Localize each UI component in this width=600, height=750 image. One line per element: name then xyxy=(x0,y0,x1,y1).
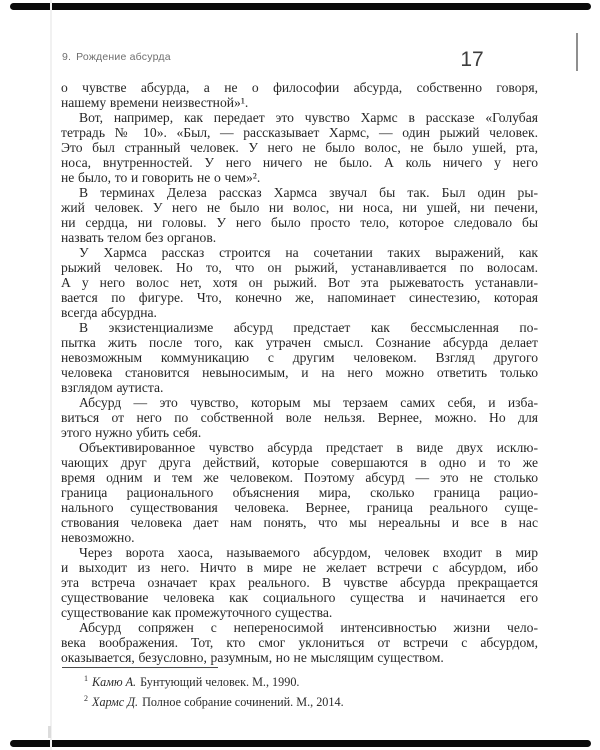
body-line: и выходит из него. Ничто в мире не желает встречи с абсурдом, ибо xyxy=(61,560,538,575)
footnote-marker: 2 xyxy=(84,693,88,703)
footnotes xyxy=(62,671,539,710)
body-text xyxy=(61,80,538,666)
footnote-author: Камю А. xyxy=(92,675,137,690)
footnote-item xyxy=(62,691,539,711)
body-line: Объективированное чувство абсурда предстает в виде двух исклю- xyxy=(79,440,538,455)
body-line: В экзистенциализме абсурд предстает как бессмысленная по- xyxy=(79,320,538,335)
body-line: всегда абсурдна. xyxy=(61,305,157,320)
body-line: эта встреча означает крах реального. В чувстве абсурда прекращается xyxy=(61,575,538,590)
body-line: Это был странный человек. У него не было волос, не было ушей, рта, xyxy=(61,140,538,155)
body-line: А у него волос нет, хотя он рыжий. Вот эта рыжеватость устанавли- xyxy=(61,275,538,290)
body-line: носа, внутренностей. У него ничего не было. А коль ничего у него xyxy=(61,155,538,170)
body-line: не было, то и говорить не о чем»². xyxy=(61,170,261,185)
body-line: Абсурд — это чувство, которым мы терзаем самих себя, и изба- xyxy=(79,395,538,410)
header-rule xyxy=(576,33,578,71)
body-line: невозможным коммуникацию с другим человеком. Взгляд другого xyxy=(61,350,538,365)
body-line: невозможно. xyxy=(61,530,135,545)
photo-edge-bottom xyxy=(10,740,591,747)
footnote-item xyxy=(62,671,539,691)
body-line: существование человека как социального существа и начинается его xyxy=(61,590,538,605)
body-line: века воображения. Тот, кто смог уклониться от встречи с абсурдом, xyxy=(61,635,538,650)
body-line: Вот, например, как передает это чувство Хармс в рассказе «Голубая xyxy=(79,110,538,125)
body-line: У Хармса рассказ строится на сочетании таких выражений, как xyxy=(79,245,538,260)
body-line: взглядом аутиста. xyxy=(61,380,164,395)
body-line: ни сердца, ни головы. У него было просто тело, которое следовало бы xyxy=(61,215,538,230)
footnote-text: Полное собрание сочинений. М., 2014. xyxy=(142,694,344,709)
body-line: нального существования человека. Вернее, граница реального суще- xyxy=(61,500,538,515)
photo-edge-top xyxy=(10,3,591,10)
body-line: вается по фигуре. Что, конечно же, напоминает синестезию, которая xyxy=(61,290,538,305)
body-line: о чувстве абсурда, а не о философии абсурда, собственно говоря, xyxy=(61,80,538,95)
footnote-separator xyxy=(62,667,218,668)
page-number: 17 xyxy=(460,48,484,71)
body-line: чающих друг друга действий, которые совершаются в одно и то же xyxy=(61,455,538,470)
page-crease-stub xyxy=(48,726,51,738)
body-line: ствования человека дает нам понять, что мы нереальны и все в нас xyxy=(61,515,538,530)
body-line: пытка жить после того, как утрачен смысл. Сознание абсурда делает xyxy=(61,335,538,350)
body-line: граница рационального объяснения мира, сколько граница рацио- xyxy=(61,485,538,500)
running-head xyxy=(62,51,171,63)
footnote-marker: 1 xyxy=(84,674,88,683)
body-line: нашему времени неизвестной»¹. xyxy=(61,95,249,110)
body-line: рыжий человек. Но то, что он рыжий, устанавливается по волосам. xyxy=(61,260,538,275)
body-line: В терминах Делеза рассказ Хармса звучал бы так. Был один ры- xyxy=(79,185,538,200)
body-line: назвать телом без органов. xyxy=(61,230,217,245)
body-line: Абсурд сопряжен с непереносимой интенсивностью жизни чело- xyxy=(79,620,538,635)
body-line: время одним и тем же человеком. Поэтому абсурд — это не столько xyxy=(61,470,538,485)
body-line: виться от него по собственной воле нельзя. Вернее, можно. Но для xyxy=(61,410,538,425)
body-line: существование как промежуточного существа. xyxy=(61,605,333,620)
body-line: тетрадь № 10». «Был, — рассказывает Хармс, — один рыжий человек. xyxy=(61,125,538,140)
body-line: Через ворота хаоса, называемого абсурдом, человек входит в мир xyxy=(79,545,538,560)
body-line: этого нужно убить себя. xyxy=(61,425,202,440)
page-crease xyxy=(50,0,52,750)
running-head-section-number: 9. xyxy=(62,51,72,63)
body-line: оказывается, безусловно, разумным, но не мыслящим существом. xyxy=(61,650,444,665)
footnote-text: Бунтующий человек. М., 1990. xyxy=(140,675,300,690)
running-head-title: Рождение абсурда xyxy=(76,51,171,63)
body-line: человека становится невыносимым, и на него можно ответить только xyxy=(61,365,538,380)
body-line: жий человек. У него не было ни волос, ни носа, ни ушей, ни печени, xyxy=(61,200,538,215)
footnote-author: Хармс Д. xyxy=(92,694,139,709)
